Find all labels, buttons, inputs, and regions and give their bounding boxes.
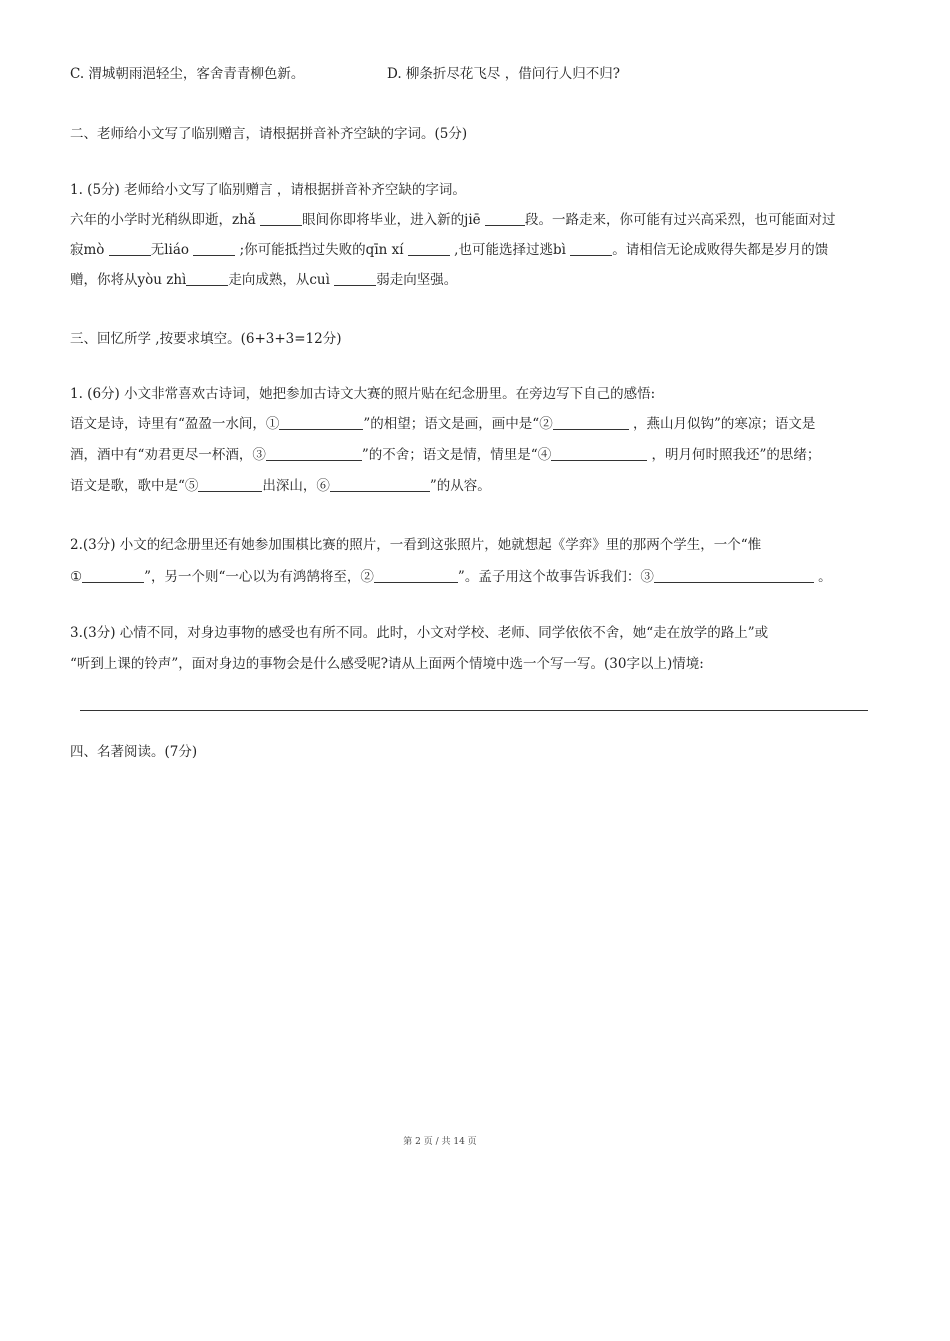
text: ，明月何时照我还”的思绪； [647,447,821,463]
blank-mo[interactable] [109,241,151,256]
blank-q2-1[interactable] [82,568,144,583]
text: 出深山，⑥ [262,478,330,494]
text: 弱走向坚强。 [376,272,458,288]
text: ”，另一个则“一心以为有鸿鹄将至，② [144,569,374,585]
blank-zha[interactable] [260,211,302,226]
text: 六年的小学时光稍纵即逝，zhǎ [70,212,261,228]
blank-cui[interactable] [334,271,376,286]
text: 赠，你将从yòu zhì [70,272,187,288]
section2-line2 [70,240,828,260]
section3-q1-line2 [70,445,820,465]
section3-q3-line2: “听到上课的铃声”，面对身边的事物会是什么感受呢?请从上面两个情境中选一个写一写。(30字以上)情境: [70,656,704,672]
text: ”的不舍；语文是情，情里是“④ [361,447,552,463]
option-c: C. 渭城朝雨浥轻尘，客舍青青柳色新。 [70,66,305,82]
blank-1[interactable] [279,415,363,430]
text: ”的从容。 [429,478,491,494]
section2-title: 二、老师给小文写了临别赠言，请根据拼音补齐空缺的字词。(5分) [70,126,468,142]
section2-line3 [70,270,457,290]
section3-q2-line1: 2.(3分) 小文的纪念册里还有她参加围棋比赛的照片，一看到这张照片，她就想起《学弈》里的那两个学生，一个“惟 [70,537,762,553]
text: ，燕山月似钩”的寒凉；语文是 [628,416,816,432]
text: 语文是诗，诗里有“盈盈一水间，① [70,416,280,432]
text: 走向成熟，从cuì [228,272,335,288]
section3-q1-line1 [70,414,815,434]
text: ”。孟子用这个故事告诉我们：③ [457,569,654,585]
section4-title: 四、名著阅读。(7分) [70,744,198,760]
blank-6[interactable] [330,477,430,492]
text: ”的相望；语文是画，画中是“② [363,416,553,432]
blank-bi[interactable] [570,241,612,256]
text: ① [70,569,83,585]
section3-title: 三、回忆所学 ,按要求填空。(6+3+3=12分) [70,331,342,347]
blank-q2-2[interactable] [374,568,458,583]
text: 无liáo [150,242,194,258]
blank-qinxi[interactable] [408,241,450,256]
section3-q1-line3 [70,476,491,496]
blank-4[interactable] [551,446,647,461]
text: 酒，酒中有“劝君更尽一杯酒，③ [70,447,266,463]
answer-line[interactable] [80,710,868,711]
section2-q1-head: 1. (5分) 老师给小文写了临别赠言 ，请根据拼音补齐空缺的字词。 [70,182,466,198]
section3-q2-line2 [70,567,832,587]
blank-liao[interactable] [193,241,235,256]
text: ;你可能抵挡过失败的qīn xí [235,242,408,258]
option-d: D. 柳条折尽花飞尽 ，借问行人归不归? [387,66,620,82]
text: 段。一路走来，你可能有过兴高采烈，也可能面对过 [524,212,836,228]
section2-line1 [70,210,835,230]
text: ,也可能选择过逃bì [449,242,571,258]
blank-q2-3[interactable] [654,568,814,583]
text: 语文是歌，歌中是“⑤ [70,478,199,494]
text: 眼间你即将毕业，进入新的jiē [302,212,485,228]
section3-q3-line1: 3.(3分) 心情不同，对身边事物的感受也有所不同。此时，小文对学校、老师、同学依依不舍，她“走在放学的路上”或 [70,625,769,641]
blank-jie[interactable] [485,211,525,226]
blank-5[interactable] [198,477,262,492]
text: 寂mò [70,242,109,258]
text: 。请相信无论成败得失都是岁月的馈 [612,242,829,258]
blank-3[interactable] [266,446,362,461]
blank-2[interactable] [553,415,629,430]
blank-youzhi[interactable] [186,271,228,286]
text: 。 [813,569,832,585]
section3-q1-head: 1. (6分) 小文非常喜欢古诗词，她把参加古诗文大赛的照片贴在纪念册里。在旁边写下自己的感悟: [70,386,656,402]
page-footer: 第 2 页 / 共 14 页 [403,1137,477,1147]
